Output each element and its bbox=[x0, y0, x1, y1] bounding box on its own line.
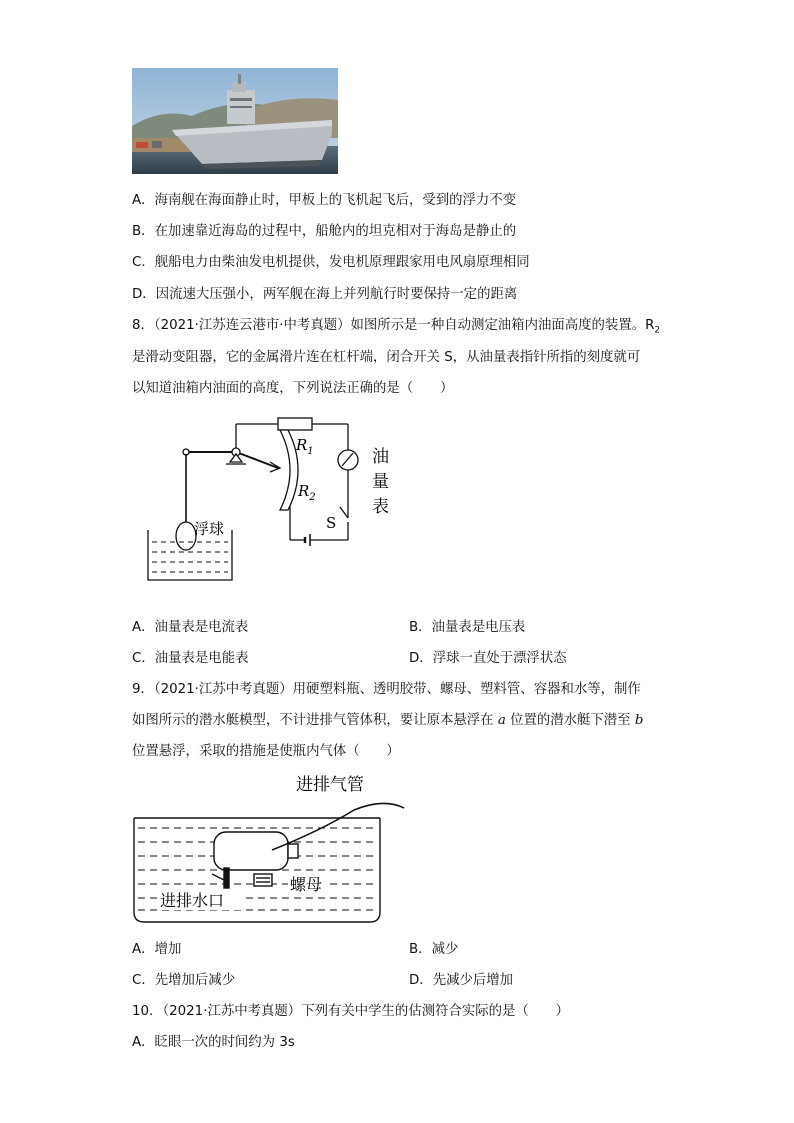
q10-stem: 10．（2021·江苏中考真题）下列有关中学生的估测符合实际的是（ ） bbox=[132, 1004, 569, 1019]
q8-stem-line-2: 是滑动变阻器，它的金属滑片连在杠杆端，闭合开关 S，从油量表指针所指的刻度就可 bbox=[132, 350, 641, 365]
air-tube-label: 进排气管 bbox=[296, 775, 364, 795]
float-ball bbox=[176, 522, 196, 550]
switch-s bbox=[340, 507, 348, 518]
q8-stem-line-3: 以知道油箱内油面的高度，下列说法正确的是（ ） bbox=[132, 381, 454, 396]
nut-weight bbox=[254, 874, 272, 886]
air-tube bbox=[272, 803, 404, 850]
q10-option-a: A．眨眼一次的时间约为 3s bbox=[132, 1035, 295, 1050]
q7-option-a: A．海南舰在海面静止时，甲板上的飞机起飞后，受到的浮力不变 bbox=[132, 193, 517, 208]
q9-stem-line-3: 位置悬浮，采取的措施是使瓶内气体（ ） bbox=[132, 744, 400, 759]
water-port-label: 进排水口 bbox=[160, 891, 225, 910]
nut-label: 螺母 bbox=[290, 875, 323, 894]
q9-pos-a: a bbox=[497, 713, 506, 728]
lever-arm-right bbox=[236, 452, 278, 468]
q8-stem-line-1 bbox=[132, 317, 660, 340]
submarine-diagram bbox=[132, 770, 408, 930]
q9-pos-b: b bbox=[634, 713, 644, 728]
q7-option-b: B．在加速靠近海岛的过程中，船舱内的坦克相对于海岛是静止的 bbox=[132, 224, 517, 239]
q8-option-a: A．油量表是电流表 bbox=[132, 620, 249, 635]
meter-label-char-2: 量 bbox=[372, 472, 389, 492]
q8-stem-subscript: 2 bbox=[654, 325, 661, 336]
q9-stem-line-1: 9．（2021·江苏中考真题）用硬塑料瓶、透明胶带、螺母、塑料管、容器和水等，制作 bbox=[132, 682, 641, 697]
q9-option-b: B．减少 bbox=[409, 942, 459, 957]
bottle-cap bbox=[288, 844, 298, 858]
r1-resistor-box bbox=[278, 418, 312, 430]
q9-submarine-figure bbox=[132, 770, 408, 930]
q9-stem-text-2: 如图所示的潜水艇模型，不计进排气管体积，要让原本悬浮在 bbox=[132, 713, 494, 728]
q7-option-d: D．因流速大压强小，两军舰在海上并列航行时要保持一定的距离 bbox=[132, 287, 518, 302]
r1-label: $R_1$ bbox=[296, 436, 314, 457]
plastic-bottle bbox=[214, 832, 288, 870]
q8-stem-text-1: 8．（2021·江苏连云港市·中考真题）如图所示是一种自动测定油箱内油面高度的装置。R bbox=[132, 318, 655, 333]
meter-label-char-3: 表 bbox=[372, 497, 389, 517]
q8-option-c: C．油量表是电能表 bbox=[132, 651, 249, 666]
circuit-diagram bbox=[140, 410, 410, 600]
float-label: 浮球 bbox=[194, 520, 225, 538]
pivot-support bbox=[230, 454, 242, 462]
warship-image bbox=[132, 68, 338, 174]
switch-label: S bbox=[326, 514, 337, 532]
q9-stem-line-2 bbox=[132, 712, 643, 730]
q9-option-a: A．增加 bbox=[132, 942, 182, 957]
meter-label-char-1: 油 bbox=[372, 447, 389, 467]
oil-gauge-meter bbox=[338, 450, 358, 470]
water-port-tube bbox=[224, 868, 229, 888]
r2-label: $R_2$ bbox=[298, 482, 316, 503]
q7-option-c: C．舰船电力由柴油发电机提供，发电机原理跟家用电风扇原理相同 bbox=[132, 255, 530, 270]
q9-stem-mid: 位置的潜水艇下潜至 bbox=[510, 713, 631, 728]
q8-option-d: D．浮球一直处于漂浮状态 bbox=[409, 651, 567, 666]
q9-option-d: D．先减少后增加 bbox=[409, 973, 514, 988]
water-port-pointer bbox=[212, 874, 224, 880]
q8-circuit-figure bbox=[140, 410, 410, 600]
warship-photo bbox=[132, 68, 338, 174]
q8-option-b: B．油量表是电压表 bbox=[409, 620, 526, 635]
q9-option-c: C．先增加后减少 bbox=[132, 973, 236, 988]
